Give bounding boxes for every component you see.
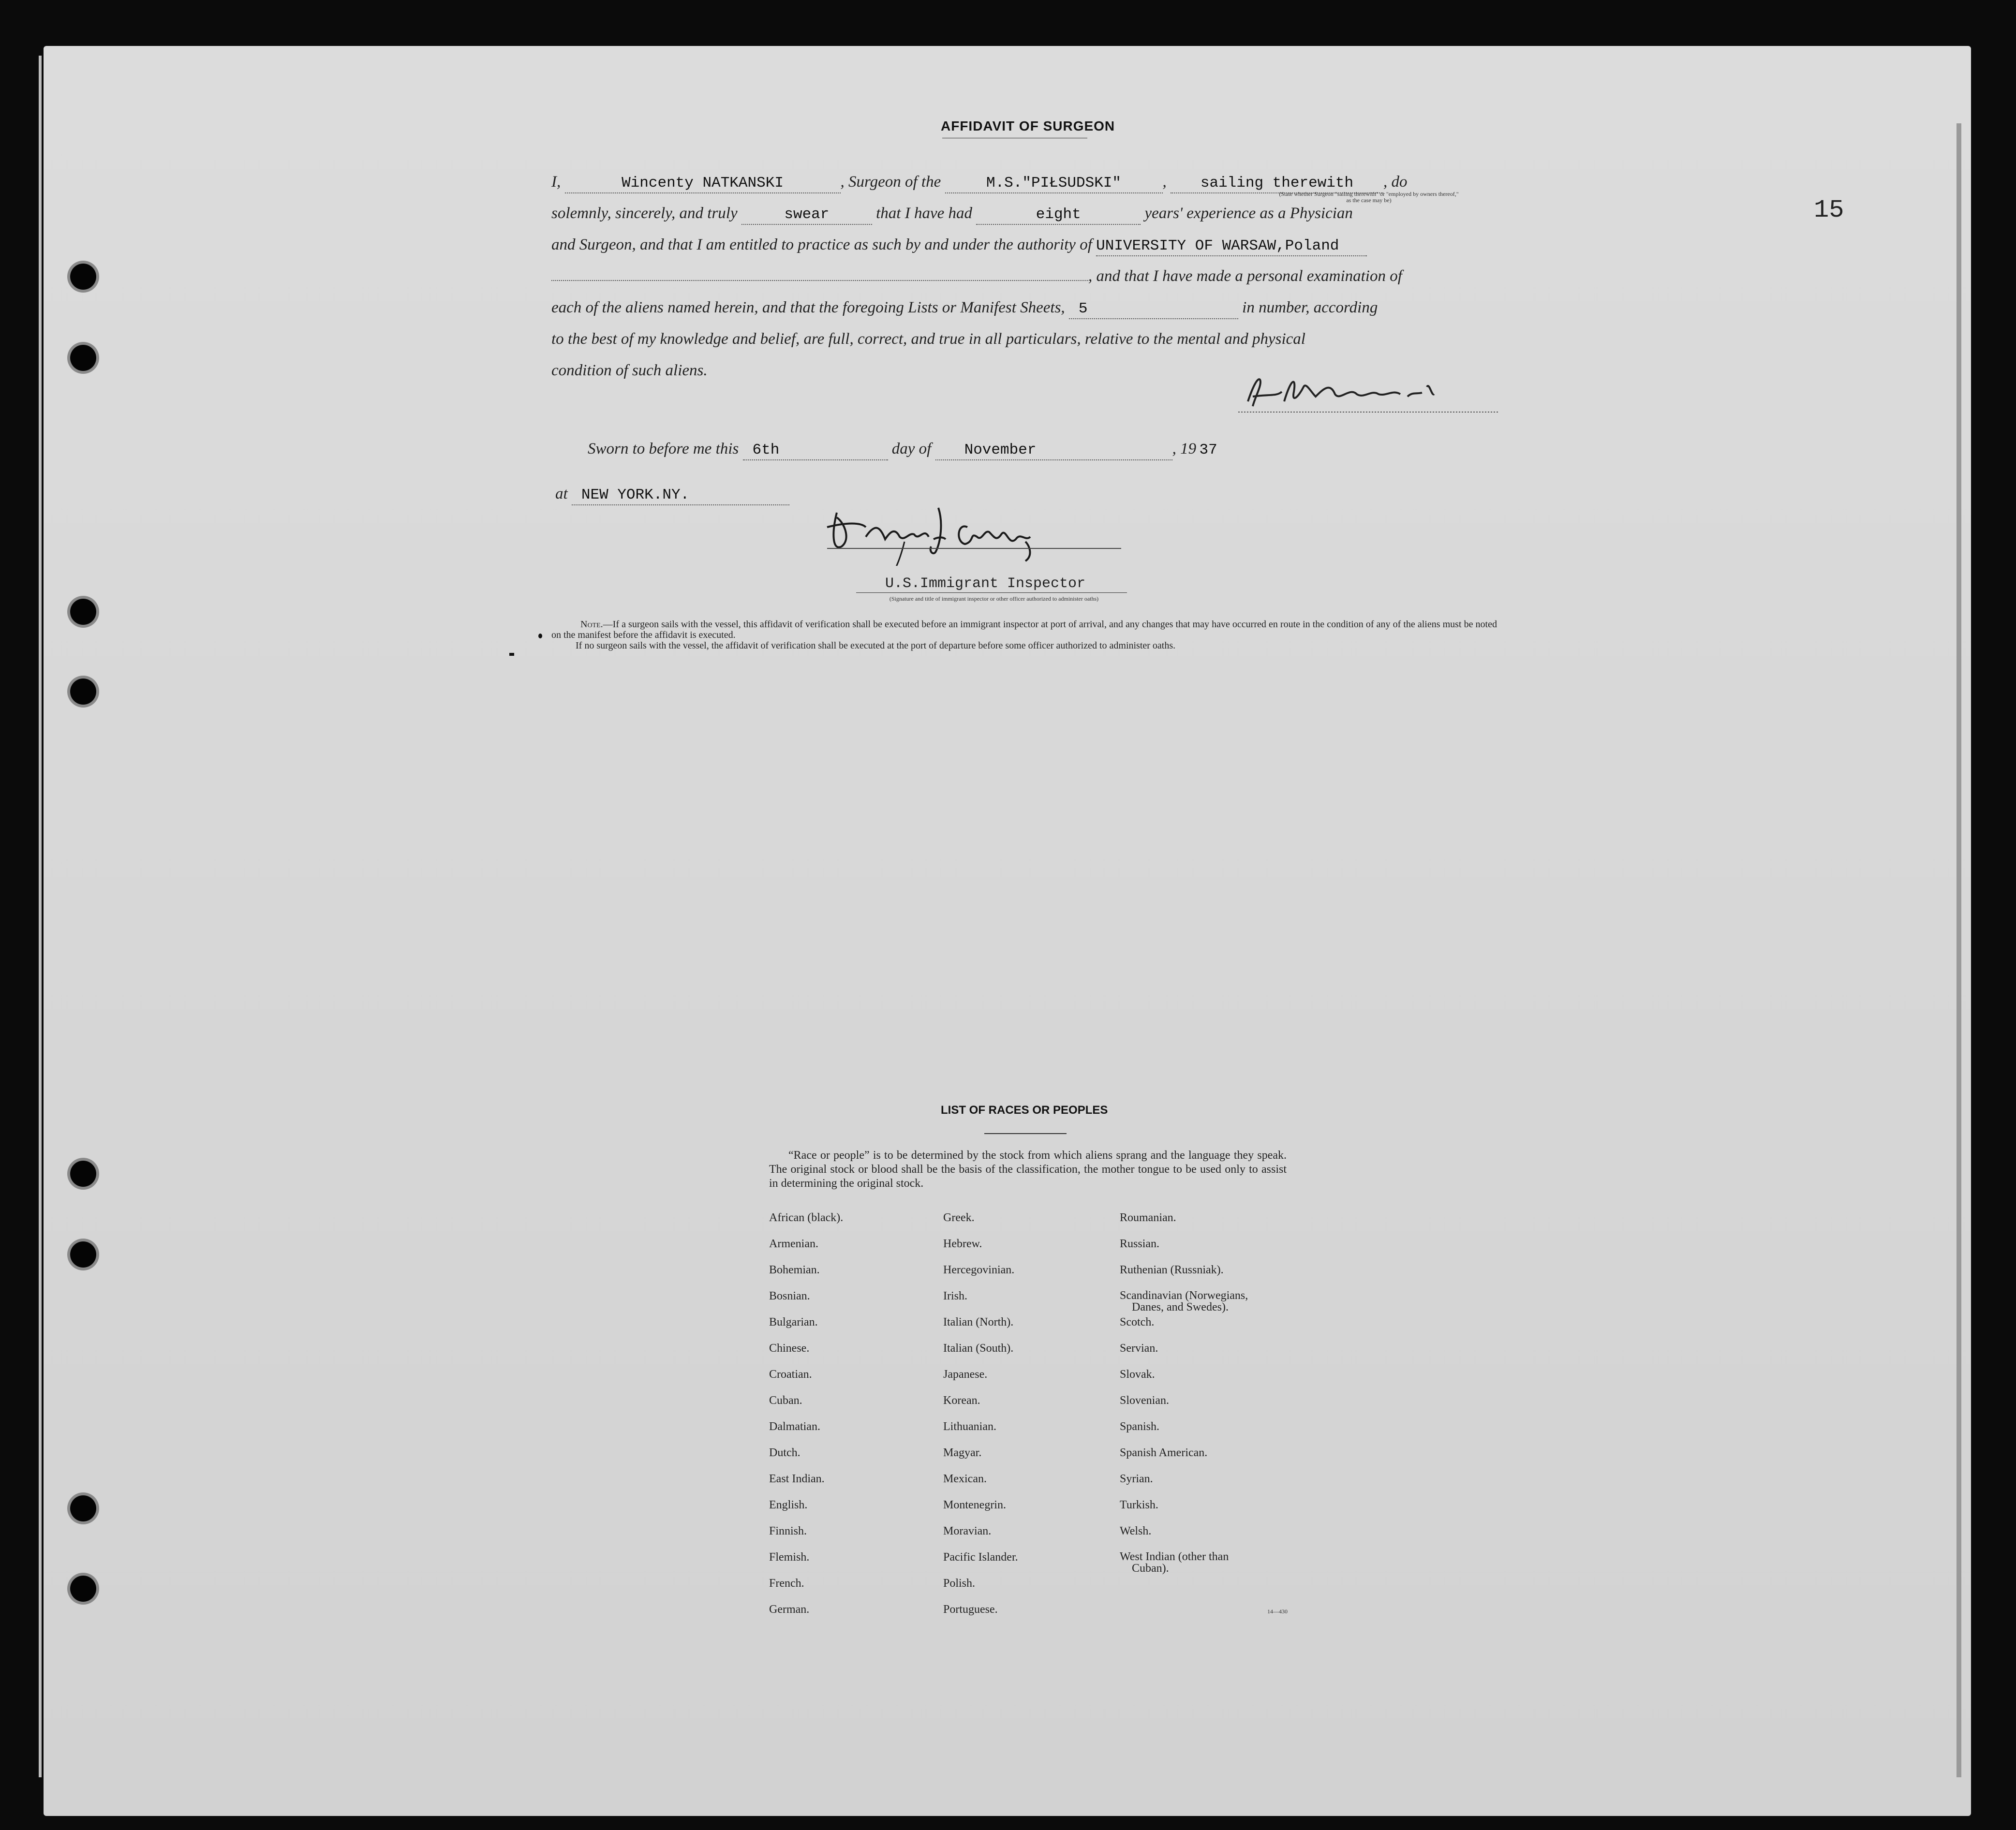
races-column-3 — [1120, 1211, 1248, 1577]
races-title-rule — [984, 1133, 1067, 1134]
race-item: French. — [769, 1577, 804, 1590]
affidavit-line-6: to the best of my knowledge and belief, are full, correct, and true in all particulars, relative to the mental and physical — [551, 330, 1305, 348]
page-number: 15 — [1814, 196, 1844, 224]
surgeon-signature — [1238, 368, 1499, 416]
sworn-place: NEW YORK.NY. — [572, 487, 789, 505]
inspector-rule — [856, 592, 1127, 593]
ink-speck — [509, 653, 514, 656]
affidavit-line-1: I, Wincenty NATKANSKI , Surgeon of the M.S."PIŁSUDSKI" , sailing therewith , do — [551, 173, 1408, 193]
binder-hole — [70, 1576, 96, 1602]
inspector-title: U.S.Immigrant Inspector — [885, 576, 1086, 592]
race-item: Dutch. — [769, 1446, 800, 1459]
affidavit-line-4: , and that I have made a personal examination of — [551, 267, 1402, 285]
race-item: Finnish. — [769, 1525, 807, 1537]
sheet-edge-right — [1957, 123, 1961, 1777]
affidavit-line-3: and Surgeon, and that I am entitled to practice as such by and under the authority of UNIVERSITY OF WARSAW,Poland — [551, 236, 1367, 256]
binder-hole — [70, 1161, 96, 1187]
race-item: Italian (South). — [943, 1342, 1014, 1355]
race-item: Hercegovinian. — [943, 1264, 1015, 1276]
races-column-1 — [769, 1211, 843, 1629]
race-item: Russian. — [1120, 1238, 1160, 1250]
note-paragraph-2: If no surgeon sails with the vessel, the affidavit of verification shall be executed at the port of departure before some officer authorized to administer oaths. — [576, 640, 1176, 651]
race-item: Lithuanian. — [943, 1420, 996, 1433]
race-item: Chinese. — [769, 1342, 810, 1355]
race-item: English. — [769, 1499, 808, 1511]
years-experience: eight — [976, 206, 1141, 225]
race-item: Dalmatian. — [769, 1420, 820, 1433]
race-item: Pacific Islander. — [943, 1551, 1018, 1564]
race-item: Mexican. — [943, 1473, 987, 1485]
race-item: German. — [769, 1603, 810, 1616]
race-item: Korean. — [943, 1394, 980, 1407]
authority-continuation — [551, 279, 1088, 281]
race-item: Scotch. — [1120, 1316, 1155, 1328]
race-item: Spanish. — [1120, 1420, 1160, 1433]
race-item: Bohemian. — [769, 1264, 820, 1276]
note-paragraph: Note.—If a surgeon sails with the vessel, this affidavit of verification shall be executed before an immigrant inspector at port of arrival, and any changes that may have occurred en route in the condition of any of the aliens must be noted on the manifest before the affidavit is executed. — [551, 619, 1497, 640]
race-item: Japanese. — [943, 1368, 988, 1381]
sheet-edge-left — [39, 56, 42, 1777]
binder-hole — [70, 1241, 96, 1268]
binder-hole — [70, 599, 96, 625]
race-item: West Indian (other than Cuban). — [1120, 1550, 1229, 1575]
licensing-authority: UNIVERSITY OF WARSAW,Poland — [1096, 237, 1367, 256]
sworn-month: November — [935, 442, 1172, 460]
race-item: Flemish. — [769, 1551, 810, 1564]
races-column-2 — [943, 1211, 1018, 1629]
oath-type: swear — [741, 206, 872, 225]
race-item: Spanish American. — [1120, 1446, 1208, 1459]
race-item: Roumanian. — [1120, 1211, 1176, 1224]
races-title: LIST OF RACES OR PEOPLES — [941, 1104, 1108, 1117]
ink-speck — [538, 634, 542, 638]
sheet-count: 5 — [1069, 300, 1238, 319]
race-item: Croatian. — [769, 1368, 812, 1381]
race-item: African (black). — [769, 1211, 844, 1224]
binder-hole — [70, 264, 96, 290]
race-item: Magyar. — [943, 1446, 982, 1459]
race-item: Scandinavian (Norwegians, Danes, and Swedes). — [1120, 1289, 1248, 1313]
inspector-instruction: (Signature and title of immigrant inspector or other officer authorized to administer oaths) — [889, 595, 1099, 602]
race-item: Hebrew. — [943, 1238, 982, 1250]
form-number: 14—430 — [1267, 1608, 1288, 1615]
sworn-day: 6th — [743, 442, 888, 460]
race-item: Moravian. — [943, 1525, 992, 1537]
binder-hole — [70, 345, 96, 371]
surgeon-name: Wincenty NATKANSKI — [565, 175, 841, 193]
race-item: Bulgarian. — [769, 1316, 818, 1328]
race-item: Welsh. — [1120, 1525, 1152, 1537]
binder-hole — [70, 1495, 96, 1521]
race-item: Slovenian. — [1120, 1394, 1169, 1407]
status-instruction: (State whether Surgeon "sailing therewith" or "employed by owners thereof," as the case may be) — [1279, 191, 1459, 204]
races-intro: “Race or people” is to be determined by the stock from which aliens sprang and the language they speak. The original stock or blood shall be the basis of the classification, the mother tongue to be used only to assist in determining the original stock. — [769, 1149, 1287, 1190]
affidavit-title: AFFIDAVIT OF SURGEON — [941, 118, 1115, 133]
sailing-status: sailing therewith — [1171, 175, 1383, 193]
sworn-line: Sworn to before me this 6th day of November , 19 37 — [588, 440, 1220, 460]
race-item: Bosnian. — [769, 1290, 810, 1302]
affidavit-line-7: condition of such aliens. — [551, 362, 708, 379]
place-line: at NEW YORK.NY. — [555, 485, 789, 505]
race-item: Irish. — [943, 1290, 967, 1302]
sworn-year: 37 — [1199, 442, 1217, 458]
affidavit-line-5: each of the aliens named herein, and that the foregoing Lists or Manifest Sheets, 5 in number, according — [551, 299, 1378, 319]
affidavit-line-2: solemnly, sincerely, and truly swear that I have had eight years' experience as a Physician — [551, 205, 1353, 225]
race-item: Ruthenian (Russniak). — [1120, 1264, 1224, 1276]
race-item: Servian. — [1120, 1342, 1158, 1355]
vessel-name: M.S."PIŁSUDSKI" — [945, 175, 1163, 193]
race-item: Italian (North). — [943, 1316, 1014, 1328]
race-item: Montenegrin. — [943, 1499, 1006, 1511]
inspector-signature — [817, 493, 1127, 566]
binder-hole — [70, 679, 96, 705]
race-item: Syrian. — [1120, 1473, 1153, 1485]
race-item: Armenian. — [769, 1238, 818, 1250]
race-item: Slovak. — [1120, 1368, 1155, 1381]
race-item: East Indian. — [769, 1473, 825, 1485]
race-item: Portuguese. — [943, 1603, 998, 1616]
race-item: Polish. — [943, 1577, 976, 1590]
race-item: Greek. — [943, 1211, 975, 1224]
race-item: Cuban. — [769, 1394, 802, 1407]
race-item: Turkish. — [1120, 1499, 1158, 1511]
